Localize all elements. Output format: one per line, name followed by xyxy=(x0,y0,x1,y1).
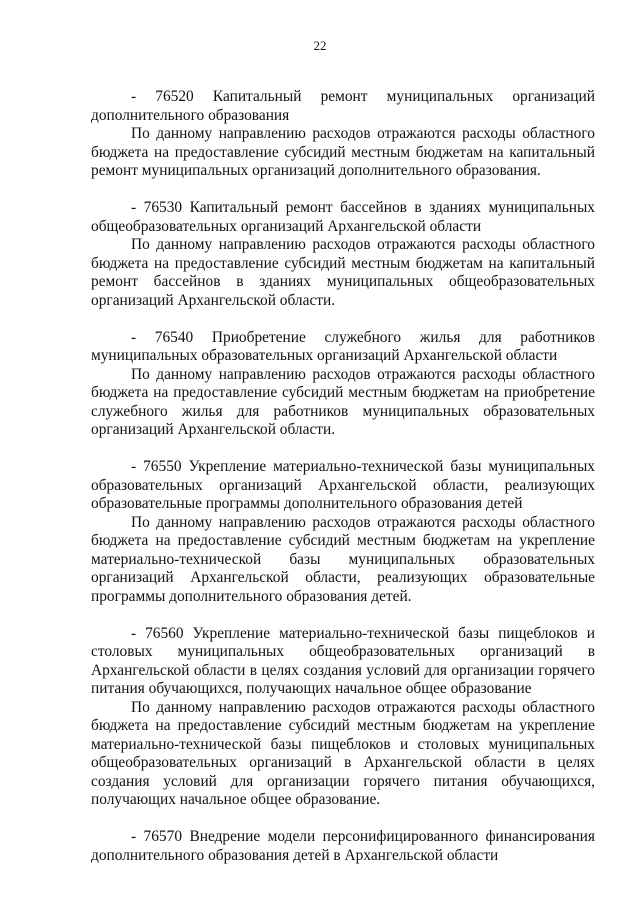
page-number: 22 xyxy=(313,38,327,53)
section-76570 xyxy=(91,828,595,865)
section-heading: - 76550 Укрепление материально-технической базы муниципальных образовательных организаций Архангельской области, реализующих образовательные программы дополнительного образования детей xyxy=(91,458,595,512)
section-76520 xyxy=(91,88,595,181)
section-76530 xyxy=(91,199,595,310)
section-heading: - 76570 Внедрение модели персонифицированного финансирования дополнительного образования детей в Архангельской области xyxy=(91,828,595,864)
section-76550 xyxy=(91,458,595,606)
document-body xyxy=(91,88,595,884)
section-heading: - 76540 Приобретение служебного жилья для работников муниципальных образовательных организаций Архангельской области xyxy=(91,328,595,364)
section-body: По данному направлению расходов отражаются расходы областного бюджета на предоставление субсидий местным бюджетам на капитальный ремонт муниципальных организаций дополнительного образования. xyxy=(91,125,595,179)
section-heading: - 76520 Капитальный ремонт муниципальных организаций дополнительного образования xyxy=(91,88,595,124)
section-heading: - 76530 Капитальный ремонт бассейнов в зданиях муниципальных общеобразовательных организаций Архангельской области xyxy=(91,199,595,235)
section-body: По данному направлению расходов отражаются расходы областного бюджета на предоставление субсидий местным бюджетам на капитальный ремонт бассейнов в зданиях муниципальных общеобразовательных организаций Архангельской области. xyxy=(91,236,595,309)
section-body: По данному направлению расходов отражаются расходы областного бюджета на предоставление субсидий местным бюджетам на приобретение служебного жилья для работников муниципальных образовательных организаций Архангельской области. xyxy=(91,365,595,438)
section-76560 xyxy=(91,625,595,810)
section-body: По данному направлению расходов отражаются расходы областного бюджета на предоставление субсидий местным бюджетам на укрепление материально-технической базы муниципальных образовательных организаций Архангельской области, реализующих образовательные программы дополнительного образования детей. xyxy=(91,513,595,605)
section-76540 xyxy=(91,329,595,440)
section-body: По данному направлению расходов отражаются расходы областного бюджета на предоставление субсидий местным бюджетам на укрепление материально-технической базы пищеблоков и столовых муниципальных общеобразовательных организаций в Архангельской области в целях создания условий для организации горячего питания обучающихся, получающих начальное общее образование. xyxy=(91,698,595,808)
section-heading: - 76560 Укрепление материально-технической базы пищеблоков и столовых муниципальных общеобразовательных организаций в Архангельской области в целях создания условий для организации горячего питания обучающихся, получающих начальное общее образование xyxy=(91,624,595,697)
